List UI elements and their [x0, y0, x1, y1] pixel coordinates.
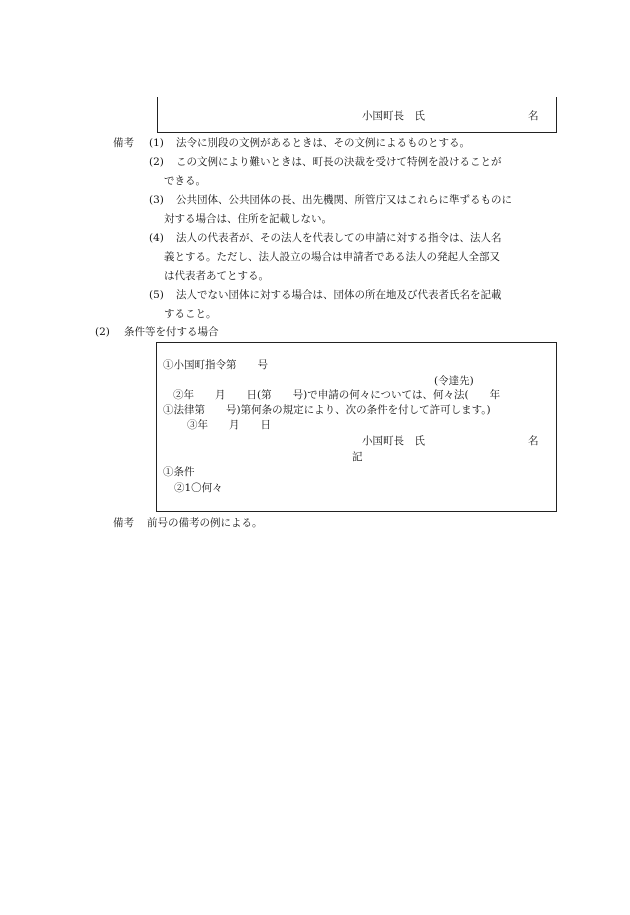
remark-1-line-1: 法令に別段の文例があるときは、その文例によるものとする。 — [176, 137, 470, 149]
body-line-1: ②年 月 日(第 号)で申請の何々については、何々法( 年 — [173, 389, 501, 401]
remark-2-num: (2) — [149, 156, 164, 168]
remark-3-line-1: 公共団体、公共団体の長、出先機関、所管庁又はこれらに準ずるものに — [176, 194, 512, 206]
record-char: 記 — [352, 451, 363, 463]
remarks-label: 備考 — [113, 137, 134, 149]
box-mayor-title: 小国町長 氏 — [362, 435, 425, 447]
remark-5-line-1: 法人でない団体に対する場合は、団体の所在地及び代表者氏名を記載 — [176, 289, 502, 301]
condition-item: ②1〇何々 — [174, 482, 223, 494]
section-2-heading: 条件等を付する場合 — [124, 326, 219, 338]
remark-3-line-2: 対する場合は、住所を記載しない。 — [164, 213, 332, 225]
remark-1-num: (1) — [149, 137, 164, 149]
remark-3-num: (3) — [149, 194, 164, 206]
conditions-label: ①条件 — [163, 466, 195, 478]
date-line: ③年 月 日 — [187, 419, 271, 431]
remark-4-line-1: 法人の代表者が、その法人を代表しての申請に対する指令は、法人名 — [176, 232, 502, 244]
recipient-label: (令達先) — [434, 375, 474, 387]
top-name-char: 名 — [528, 110, 539, 122]
directive-number-line: ①小国町指令第 号 — [163, 359, 268, 371]
top-mayor-title: 小国町長 氏 — [362, 110, 425, 122]
body-line-2: ①法律第 号)第何条の規定により、次の条件を付して許可します。) — [163, 404, 491, 416]
remarks-2-label: 備考 — [113, 517, 134, 529]
remarks-2-text: 前号の備考の例による。 — [147, 517, 263, 529]
remark-5-num: (5) — [149, 289, 164, 301]
remark-2-line-1: この文例により難いときは、町長の決裁を受けて特例を設けることが — [176, 156, 502, 168]
remark-4-line-3: は代表者あてとする。 — [164, 270, 269, 282]
remark-2-line-2: できる。 — [164, 175, 206, 187]
box-name-char: 名 — [528, 435, 539, 447]
remark-5-line-2: すること。 — [164, 308, 217, 320]
section-2-num: (2) — [95, 326, 110, 338]
top-form-box — [157, 97, 557, 133]
remark-4-num: (4) — [149, 232, 164, 244]
remark-4-line-2: 義とする。ただし、法人設立の場合は申請者である法人の発起人全部又 — [164, 251, 500, 263]
